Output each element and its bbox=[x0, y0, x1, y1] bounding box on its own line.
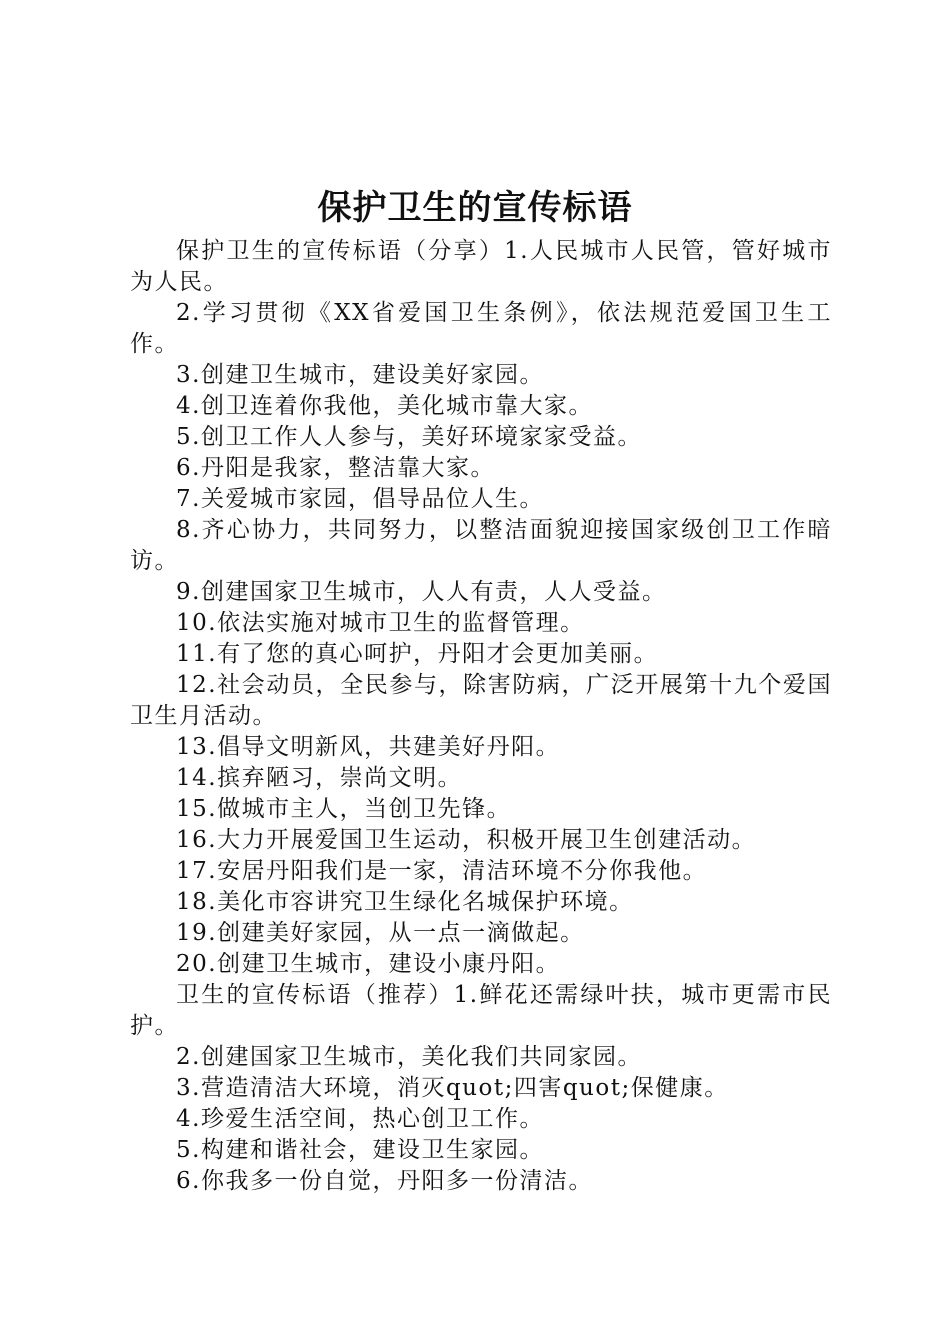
paragraph: 6.你我多一份自觉，丹阳多一份清洁。 bbox=[176, 1168, 593, 1194]
paragraph: 2.学习贯彻《XX省爱国卫生条例》，依法规范爱国卫生工作。 bbox=[130, 300, 832, 357]
paragraph: 9.创建国家卫生城市，人人有责，人人受益。 bbox=[176, 579, 667, 605]
paragraph: 11.有了您的真心呵护，丹阳才会更加美丽。 bbox=[176, 641, 659, 667]
document-body bbox=[130, 236, 832, 1197]
paragraph: 20.创建卫生城市，建设小康丹阳。 bbox=[176, 951, 561, 977]
paragraph: 19.创建美好家园，从一点一滴做起。 bbox=[176, 920, 585, 946]
paragraph: 10.依法实施对城市卫生的监督管理。 bbox=[176, 610, 585, 636]
paragraph: 8.齐心协力，共同努力，以整洁面貌迎接国家级创卫工作暗访。 bbox=[130, 517, 832, 574]
paragraph: 7.关爱城市家园，倡导品位人生。 bbox=[176, 486, 544, 512]
paragraph: 18.美化市容讲究卫生绿化名城保护环境。 bbox=[176, 889, 634, 915]
paragraph: 4.珍爱生活空间，热心创卫工作。 bbox=[176, 1106, 544, 1132]
paragraph: 保护卫生的宣传标语（分享）1.人民城市人民管，管好城市为人民。 bbox=[130, 238, 832, 295]
paragraph: 16.大力开展爱国卫生运动，积极开展卫生创建活动。 bbox=[176, 827, 757, 853]
paragraph: 15.做城市主人，当创卫先锋。 bbox=[176, 796, 512, 822]
paragraph: 5.构建和谐社会，建设卫生家园。 bbox=[176, 1137, 544, 1163]
paragraph: 2.创建国家卫生城市，美化我们共同家园。 bbox=[176, 1044, 642, 1070]
paragraph: 卫生的宣传标语（推荐）1.鲜花还需绿叶扶，城市更需市民护。 bbox=[130, 982, 832, 1039]
paragraph: 17.安居丹阳我们是一家，清洁环境不分你我他。 bbox=[176, 858, 708, 884]
paragraph: 13.倡导文明新风，共建美好丹阳。 bbox=[176, 734, 561, 760]
paragraph: 3.创建卫生城市，建设美好家园。 bbox=[176, 362, 544, 388]
paragraph: 3.营造清洁大环境，消灭quot;四害quot;保健康。 bbox=[176, 1075, 729, 1101]
paragraph: 4.创卫连着你我他，美化城市靠大家。 bbox=[176, 393, 593, 419]
paragraph: 14.摈弃陋习，崇尚文明。 bbox=[176, 765, 463, 791]
paragraph: 12.社会动员，全民参与，除害防病，广泛开展第十九个爱国卫生月活动。 bbox=[130, 672, 832, 729]
paragraph: 5.创卫工作人人参与，美好环境家家受益。 bbox=[176, 424, 642, 450]
paragraph: 6.丹阳是我家，整洁靠大家。 bbox=[176, 455, 495, 481]
document-title: 保护卫生的宣传标语 bbox=[317, 188, 633, 228]
